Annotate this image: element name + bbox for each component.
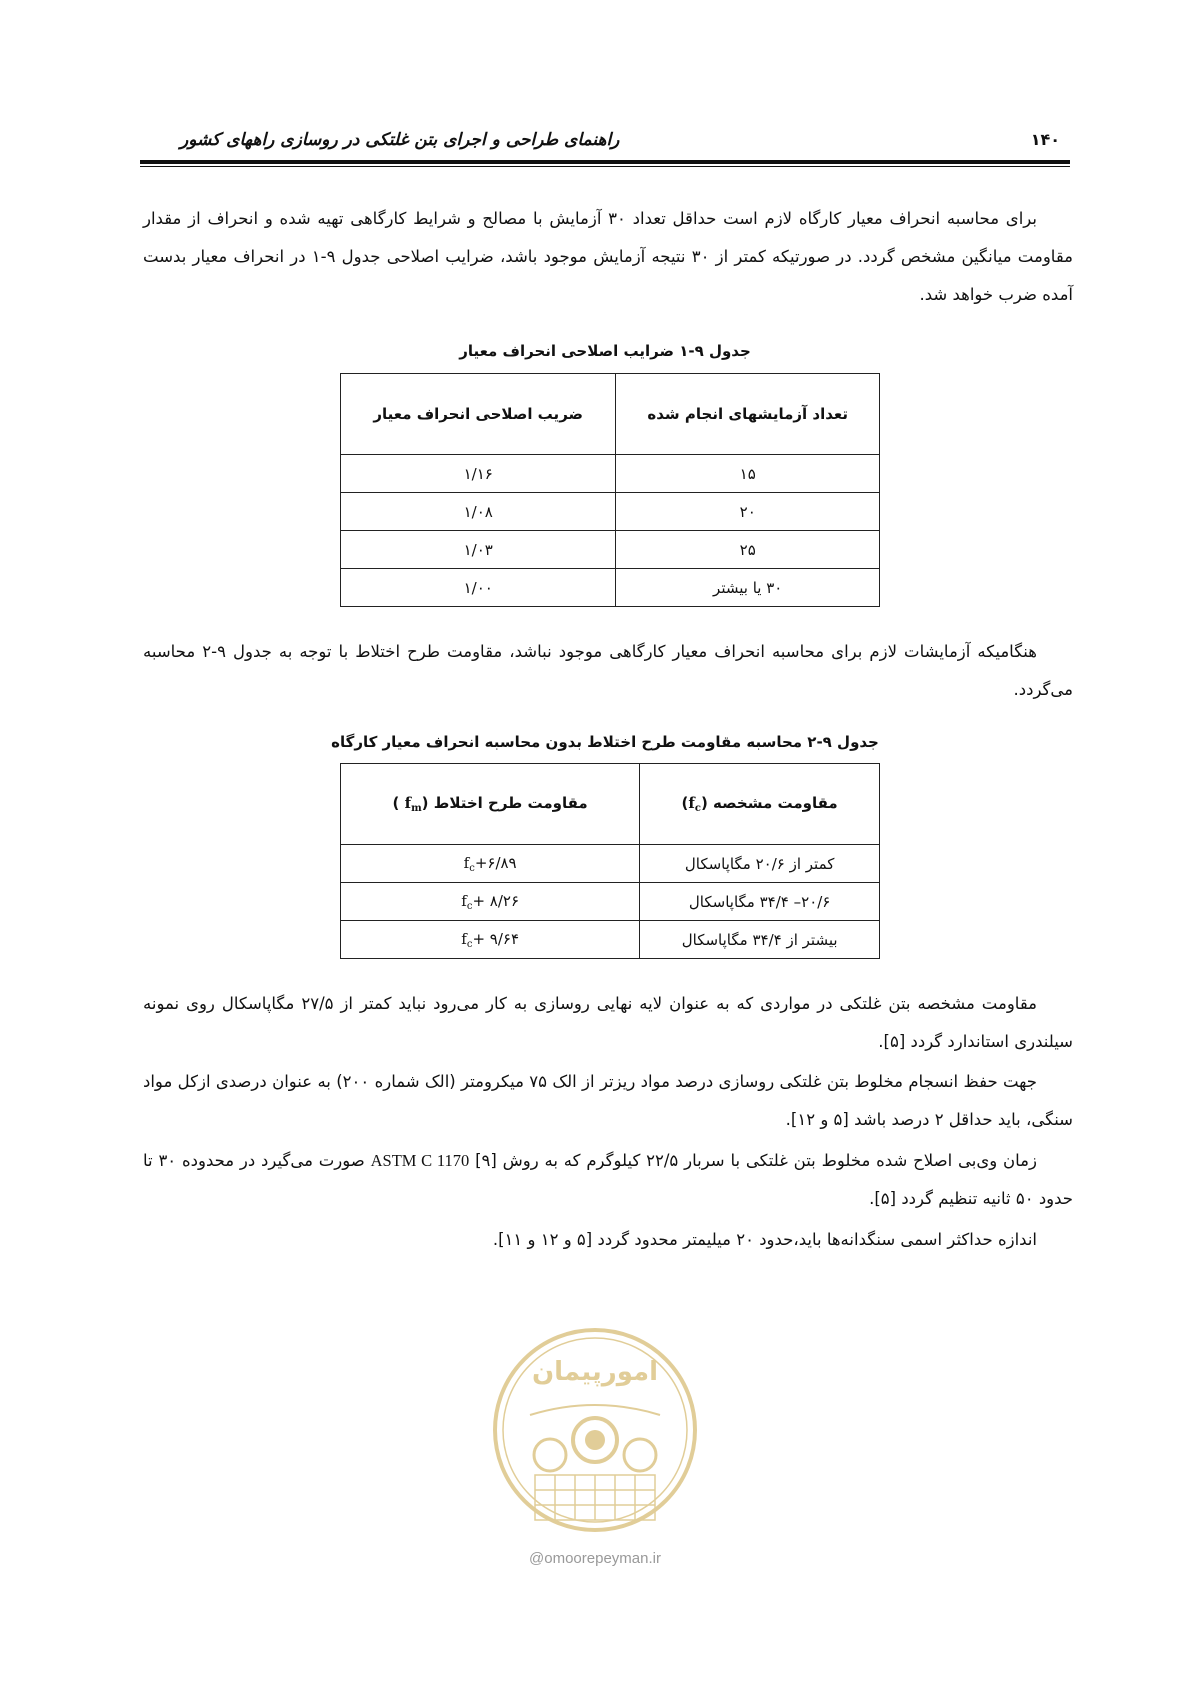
- table2-cell-range: بیشتر از ۳۴/۴ مگاپاسکال: [640, 921, 880, 959]
- paragraph-5: [143, 1142, 1073, 1218]
- paragraph-5-after: [۹] صورت می‌گیرد در محدوده ۳۰ تا حدود ۵۰ ثانیه تنظیم گردد [۵].: [143, 1151, 1073, 1208]
- table1-cell-count: ۳۰ یا بیشتر: [616, 569, 880, 607]
- table2-caption: جدول ۹-۲ محاسبه مقاومت طرح اختلاط بدون محاسبه انحراف معیار کارگاه: [331, 733, 879, 751]
- formula-add: +۶/۸۹: [474, 853, 517, 872]
- paragraph-5-before: زمان وی‌بی اصلاح شده مخلوط بتن غلتکی با سربار ۲۲/۵ کیلوگرم که به روش: [502, 1151, 1037, 1170]
- paragraph-1: برای محاسبه انحراف معیار کارگاه لازم است حداقل تعداد ۳۰ آزمایش با مصالح و شرایط کارگاهی تهیه شده و انحراف از مقدار مقاومت میانگین مشخص گردد. در صورتیکه کمتر از ۳۰ نتیجه آزمایش موجود باشد، ضرایب اصلاحی جدول ۹-۱ در انحراف معیار بدست آمده ضرب خواهد شد.: [143, 209, 1073, 304]
- symbol-f: f: [463, 853, 470, 872]
- watermark-logo-text: امورپیمان: [531, 1357, 659, 1387]
- paragraph-2: هنگامیکه آزمایشات لازم برای محاسبه انحراف معیار کارگاهی موجود نباشد، مقاومت طرح اختلاط با توجه به جدول ۹-۲ محاسبه می‌گردد.: [143, 642, 1073, 699]
- watermark-url: @omoorepeyman.ir: [529, 1550, 661, 1567]
- table2-header-characteristic: مقاومت مشخصه $(f_c)$: [640, 764, 880, 845]
- table1-caption: جدول ۹-۱ ضرایب اصلاحی انحراف معیار: [459, 342, 751, 360]
- table1-cell-factor: ۱/۰۸: [341, 493, 616, 531]
- table2-cell-formula: [341, 845, 640, 883]
- table1-cell-factor: ۱/۱۶: [341, 455, 616, 493]
- page-header: [140, 130, 1070, 160]
- header-rule-thin: [140, 166, 1070, 167]
- symbol-f: f: [461, 929, 467, 948]
- table-row: [341, 455, 880, 493]
- table-row: [341, 531, 880, 569]
- table1-cell-count: ۲۵: [616, 531, 880, 569]
- watermark-logo-icon: [490, 1320, 700, 1550]
- table2-cell-formula: [341, 921, 640, 959]
- table-row: [341, 569, 880, 607]
- symbol-f: f: [461, 891, 467, 910]
- table1-cell-factor: ۱/۰۳: [341, 531, 616, 569]
- running-title: راهنمای طراحی و اجرای بتن غلتکی در روسازی راههای کشور: [180, 130, 620, 150]
- table1-cell-factor: ۱/۰۰: [341, 569, 616, 607]
- table-row: [341, 845, 880, 883]
- astm-code: ASTM C 1170: [370, 1151, 470, 1170]
- formula-add: + ۸/۲۶: [472, 891, 519, 910]
- table1: [340, 373, 880, 607]
- formula-add: + ۹/۶۴: [472, 929, 519, 948]
- table2: [340, 763, 880, 959]
- table1-cell-count: ۱۵: [616, 455, 880, 493]
- table1-cell-count: ۲۰: [616, 493, 880, 531]
- table1-header-factor: ضریب اصلاحی انحراف معیار: [341, 374, 616, 455]
- paragraph-6: اندازه حداکثر اسمی سنگدانه‌ها باید،حدود ۲۰ میلیمتر محدود گردد [۵ و ۱۲ و ۱۱].: [492, 1230, 1037, 1249]
- table2-header-mix-design: مقاومت طرح اختلاط ($f_m$ ): [341, 764, 640, 845]
- symbol-sub: m: [411, 803, 422, 814]
- paragraph-3: مقاومت مشخصه بتن غلتکی در مواردی که به عنوان لایه نهایی روسازی به کار می‌رود نباید کمتر از ۲۷/۵ مگاپاسکال روی نمونه سیلندری استاندارد گردد [۵].: [143, 994, 1073, 1051]
- table1-header-count: تعداد آزمایشهای انجام شده: [616, 374, 880, 455]
- symbol-sub: c: [469, 862, 475, 874]
- symbol-f: f: [688, 794, 695, 812]
- symbol-sub: c: [694, 803, 701, 814]
- table-row: [341, 921, 880, 959]
- header-rule-thick: [140, 160, 1070, 164]
- table2-header-characteristic-label: مقاومت مشخصه: [713, 794, 838, 812]
- symbol-sub: c: [466, 900, 473, 912]
- table2-cell-range: ۲۰/۶– ۳۴/۴ مگاپاسکال: [640, 883, 880, 921]
- table2-header-mix-design-label: مقاومت طرح اختلاط: [433, 794, 588, 812]
- table2-cell-formula: [341, 883, 640, 921]
- symbol-sub: c: [466, 938, 473, 950]
- table2-cell-range: کمتر از ۲۰/۶ مگاپاسکال: [640, 845, 880, 883]
- table1-header-row: [341, 374, 880, 455]
- table-row: [341, 493, 880, 531]
- paragraph-4: جهت حفظ انسجام مخلوط بتن غلتکی روسازی درصد مواد ریزتر از الک ۷۵ میکرومتر (الک شماره ۲۰۰) به عنوان درصدی ازکل مواد سنگی، باید حداقل ۲ درصد باشد [۵ و ۱۲].: [143, 1072, 1073, 1129]
- table2-header-row: [341, 764, 880, 845]
- page-number: ۱۴۰: [1030, 130, 1060, 149]
- table-row: [341, 883, 880, 921]
- symbol-f: f: [404, 794, 412, 812]
